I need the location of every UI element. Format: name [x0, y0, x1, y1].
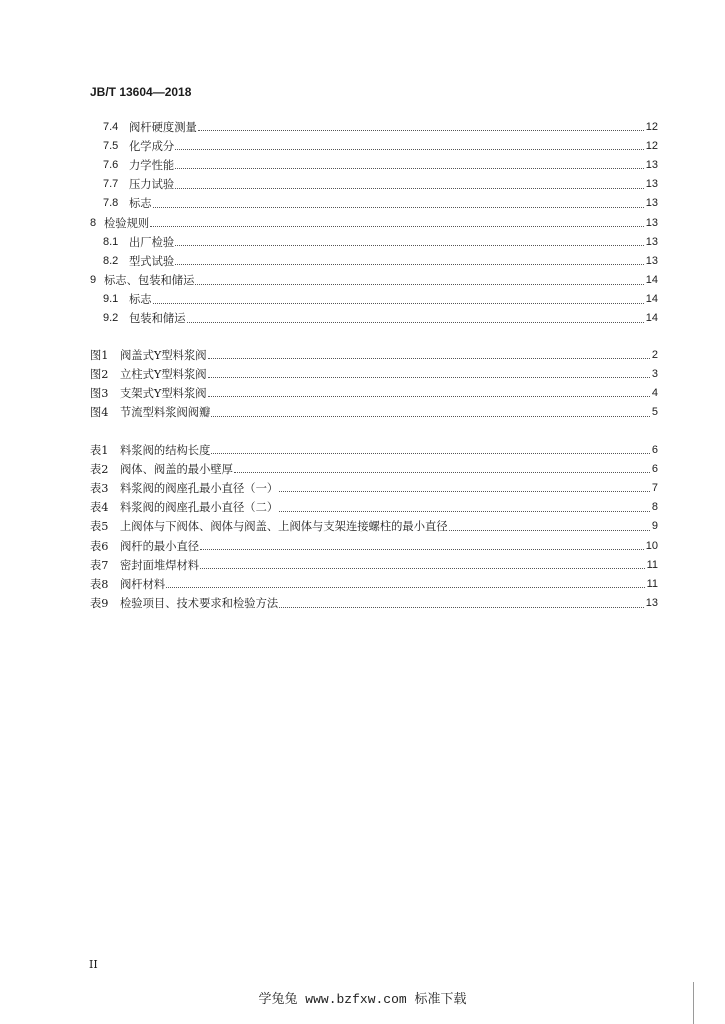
figure-entry — [90, 364, 658, 383]
table-title: 阀体、阀盖的最小壁厚 — [120, 462, 233, 476]
entry-number: 7.5 — [103, 139, 119, 152]
table-number: 表7 — [90, 558, 109, 572]
entry-title: 力学性能 — [129, 158, 175, 172]
table-page: 10 — [645, 539, 658, 552]
document-code-header: JB/T 13604—2018 — [90, 85, 192, 99]
table-title: 阀杆材料 — [120, 577, 166, 591]
table-page: 13 — [645, 597, 658, 610]
dot-leader — [175, 168, 644, 169]
entry-title: 检验规则 — [104, 216, 150, 230]
dot-leader — [234, 472, 650, 473]
dot-leader — [150, 226, 644, 227]
table-page: 6 — [651, 443, 658, 456]
toc-entry — [90, 117, 658, 136]
entry-number: 7.6 — [103, 158, 119, 171]
entry-title: 出厂检验 — [129, 235, 175, 249]
entry-title: 包装和储运 — [129, 312, 186, 326]
table-number: 表9 — [90, 597, 109, 611]
entry-number: 9.1 — [103, 293, 119, 306]
table-page: 11 — [646, 577, 658, 590]
toc-sections — [90, 117, 658, 328]
table-entry — [90, 594, 658, 613]
entry-title: 压力试验 — [129, 178, 175, 192]
table-number: 表1 — [90, 443, 109, 457]
entry-page: 14 — [645, 293, 658, 306]
figure-title: 阀盖式Y型料浆阀 — [120, 348, 207, 362]
table-title: 料浆阀的结构长度 — [120, 443, 211, 457]
table-entry — [90, 536, 658, 555]
table-title: 阀杆的最小直径 — [120, 539, 200, 553]
figure-page: 2 — [651, 348, 658, 361]
entry-title: 型式试验 — [129, 254, 175, 268]
table-page: 9 — [651, 520, 658, 533]
figure-number: 图1 — [90, 348, 109, 362]
table-number: 表8 — [90, 577, 109, 591]
toc-entry — [90, 155, 658, 174]
entry-page: 13 — [645, 178, 658, 191]
dot-leader — [175, 149, 644, 150]
dot-leader — [175, 188, 644, 189]
entry-title: 标志 — [129, 197, 152, 211]
entry-number: 8 — [90, 216, 97, 229]
table-entry — [90, 459, 658, 478]
entry-title: 阀杆硬度测量 — [129, 120, 197, 134]
dot-leader — [208, 396, 650, 397]
figure-title: 立柱式Y型料浆阀 — [120, 367, 207, 381]
toc-entry — [90, 232, 658, 251]
toc-figures — [90, 345, 658, 422]
dot-leader — [279, 607, 644, 608]
dot-leader — [175, 245, 644, 246]
figure-number: 图2 — [90, 367, 109, 381]
entry-title: 化学成分 — [129, 139, 175, 153]
entry-page: 12 — [645, 139, 658, 152]
table-entry — [90, 478, 658, 497]
entry-page: 12 — [645, 120, 658, 133]
toc-entry — [90, 309, 658, 328]
dot-leader — [153, 207, 644, 208]
entry-number: 7.8 — [103, 197, 119, 210]
entry-number: 9.2 — [103, 312, 119, 325]
entry-number: 8.1 — [103, 235, 119, 248]
table-title: 密封面堆焊材料 — [120, 558, 200, 572]
dot-leader — [208, 358, 650, 359]
figure-page: 4 — [651, 386, 658, 399]
entry-page: 14 — [645, 312, 658, 325]
table-title: 料浆阀的阀座孔最小直径（二） — [120, 501, 279, 515]
entry-page: 14 — [645, 274, 658, 287]
entry-page: 13 — [645, 216, 658, 229]
table-entry — [90, 574, 658, 593]
dot-leader — [166, 587, 644, 588]
table-page: 7 — [651, 481, 658, 494]
figure-entry — [90, 345, 658, 364]
figure-number: 图4 — [90, 406, 109, 420]
toc-entry — [90, 271, 658, 290]
entry-number: 8.2 — [103, 254, 119, 267]
figure-page: 5 — [651, 406, 658, 419]
table-entry — [90, 517, 658, 536]
table-entry — [90, 498, 658, 517]
dot-leader — [449, 530, 650, 531]
dot-leader — [198, 130, 644, 131]
table-number: 表2 — [90, 462, 109, 476]
dot-leader — [187, 322, 644, 323]
toc-entry — [90, 136, 658, 155]
dot-leader — [200, 568, 644, 569]
table-entry — [90, 555, 658, 574]
table-page: 6 — [651, 462, 658, 475]
table-page: 11 — [646, 558, 658, 571]
toc-tables — [90, 440, 658, 613]
table-title: 料浆阀的阀座孔最小直径（一） — [120, 481, 279, 495]
table-title: 检验项目、技术要求和检验方法 — [120, 597, 279, 611]
table-number: 表6 — [90, 539, 109, 553]
figure-entry — [90, 383, 658, 402]
table-number: 表4 — [90, 501, 109, 515]
entry-page: 13 — [645, 158, 658, 171]
dot-leader — [279, 491, 650, 492]
toc-entry — [90, 251, 658, 270]
figure-entry — [90, 403, 658, 422]
figure-number: 图3 — [90, 386, 109, 400]
figure-page: 3 — [651, 367, 658, 380]
toc-entry — [90, 290, 658, 309]
table-page: 8 — [651, 501, 658, 514]
dot-leader — [153, 303, 644, 304]
page-number-footer: II — [89, 958, 98, 971]
entry-title: 标志 — [129, 293, 152, 307]
table-entry — [90, 440, 658, 459]
dot-leader — [200, 549, 644, 550]
entry-page: 13 — [645, 197, 658, 210]
toc-entry — [90, 213, 658, 232]
entry-page: 13 — [645, 254, 658, 267]
dot-leader — [211, 416, 649, 417]
table-number: 表5 — [90, 520, 109, 534]
figure-title: 节流型料浆阀阀瓣 — [120, 406, 211, 420]
table-title: 上阀体与下阀体、阀体与阀盖、上阀体与支架连接螺柱的最小直径 — [120, 520, 448, 534]
dot-leader — [195, 284, 643, 285]
table-number: 表3 — [90, 481, 109, 495]
entry-title: 标志、包装和储运 — [104, 274, 195, 288]
dot-leader — [279, 511, 650, 512]
toc-entry — [90, 175, 658, 194]
toc-entry — [90, 194, 658, 213]
dot-leader — [208, 377, 650, 378]
entry-number: 7.4 — [103, 120, 119, 133]
dot-leader — [175, 264, 644, 265]
entry-number: 9 — [90, 274, 97, 287]
scan-edge-line — [693, 982, 694, 1024]
entry-number: 7.7 — [103, 178, 119, 191]
figure-title: 支架式Y型料浆阀 — [120, 386, 207, 400]
entry-page: 13 — [645, 235, 658, 248]
watermark-text: 学兔兔 www.bzfxw.com 标准下载 — [258, 992, 467, 1007]
dot-leader — [211, 453, 649, 454]
